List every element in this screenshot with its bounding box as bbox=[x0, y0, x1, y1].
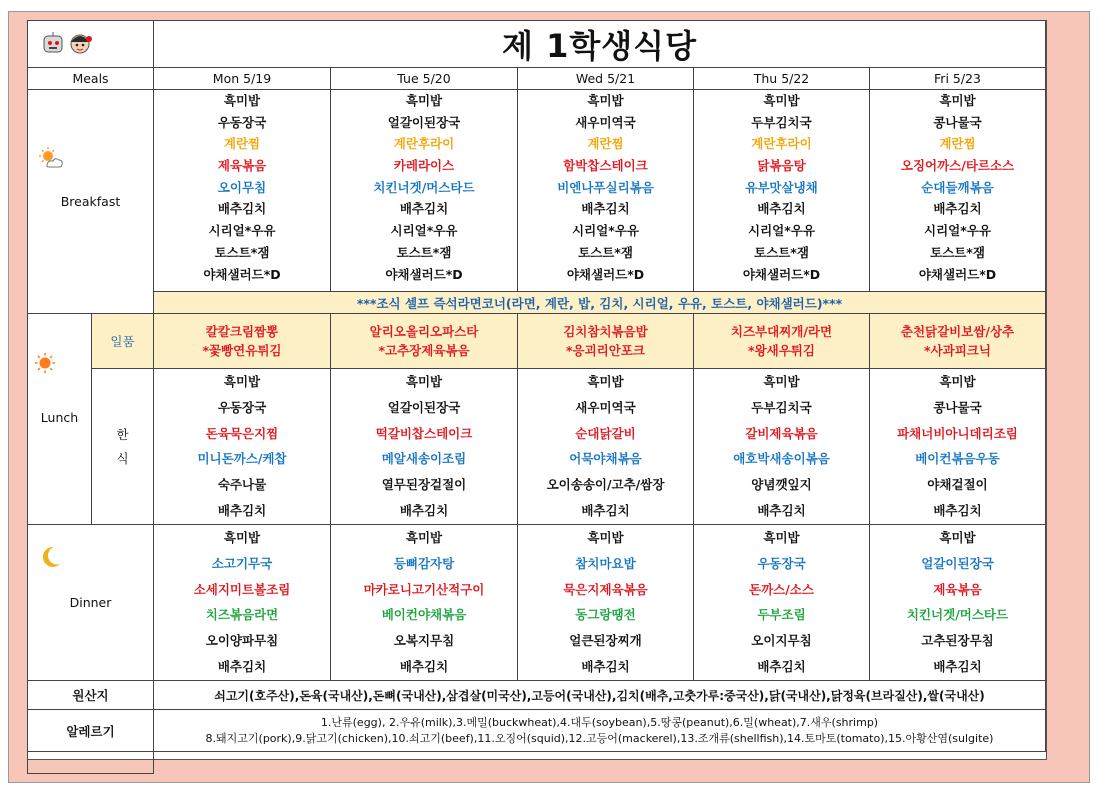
breakfast-label: Breakfast bbox=[60, 194, 121, 209]
logo-cell bbox=[28, 21, 154, 68]
menu-item: 카레라이스 bbox=[393, 158, 455, 174]
ilpum-day-cell bbox=[154, 314, 331, 369]
mascot-logo-icon bbox=[40, 30, 100, 58]
menu-item: 흑미밥 bbox=[223, 374, 261, 389]
menu-item: 오이양파무침 bbox=[205, 633, 279, 649]
menu-item: 우동장국 bbox=[217, 114, 267, 130]
menu-item: 유부맛살냉채 bbox=[745, 179, 818, 195]
blank-footer-cell bbox=[28, 752, 154, 774]
menu-item: 두부조림 bbox=[757, 607, 806, 623]
dinner-label: Dinner bbox=[69, 595, 112, 610]
lunch-label: Lunch bbox=[40, 410, 79, 425]
menu-item: 얼갈이된장국 bbox=[387, 114, 461, 130]
breakfast-day-cell bbox=[870, 90, 1046, 292]
page-title: 제 1학생식당 bbox=[154, 21, 1046, 68]
lunch-day-cell bbox=[331, 369, 518, 525]
menu-item: 토스트*잼 bbox=[578, 244, 633, 260]
ilpum-item: 알리오올리오파스타 bbox=[369, 324, 479, 339]
menu-item: 치킨너겟/머스타드 bbox=[906, 607, 1009, 623]
day-header-fri: Fri 5/23 bbox=[870, 68, 1046, 90]
menu-item: 배추김치 bbox=[757, 658, 806, 674]
menu-item: 콩나물국 bbox=[933, 399, 982, 415]
breakfast-label-cell bbox=[28, 90, 154, 314]
menu-item: 어묵야채볶음 bbox=[569, 451, 642, 467]
day-header-thu: Thu 5/22 bbox=[694, 68, 870, 90]
menu-item: 야채샐러드*D bbox=[742, 266, 821, 282]
menu-item: 흑미밥 bbox=[939, 374, 976, 389]
menu-item: 흑미밥 bbox=[763, 530, 800, 545]
dinner-label-cell bbox=[28, 525, 154, 681]
menu-item: 돈육묵은지찜 bbox=[205, 425, 279, 441]
menu-item: 숙주나물 bbox=[217, 477, 267, 493]
menu-item: 순대들깨볶음 bbox=[921, 179, 994, 195]
allergy-label: 알레르기 bbox=[28, 710, 154, 752]
dinner-day-cell bbox=[154, 525, 331, 681]
menu-item: 야채샐러드*D bbox=[918, 266, 997, 282]
menu-item: 제육볶음 bbox=[933, 581, 982, 597]
day-header-mon: Mon 5/19 bbox=[154, 68, 331, 90]
allergy-line-1: 1.난류(egg), 2.우유(milk),3.메밀(buckwheat),4.대두(soybean),5.땅콩(peanut),6.밀(wheat),7.새우(shrimp) bbox=[320, 715, 879, 729]
menu-item: 얼갈이된장국 bbox=[921, 555, 994, 571]
breakfast-notice: ***조식 셀프 즉석라면코너(라면, 계란, 밥, 김치, 시리얼, 우유, 토스트, 야채샐러드)*** bbox=[154, 292, 1046, 314]
ilpum-day-cell bbox=[694, 314, 870, 369]
menu-item: 배추김치 bbox=[217, 658, 267, 674]
menu-item: 참치마요밥 bbox=[575, 555, 636, 571]
dinner-day-cell bbox=[518, 525, 694, 681]
menu-item: 얼갈이된장국 bbox=[387, 399, 461, 415]
menu-item: 토스트*잼 bbox=[396, 244, 452, 260]
menu-item: 두부김치국 bbox=[751, 114, 812, 130]
hansik-label-1: 한 bbox=[116, 426, 129, 442]
menu-item: 계란찜 bbox=[587, 136, 624, 152]
menu-item: 우동장국 bbox=[217, 399, 267, 415]
menu-item: 흑미밥 bbox=[587, 530, 624, 545]
menu-item: 소세지미트볼조림 bbox=[193, 581, 291, 597]
menu-item: 시리얼*우유 bbox=[208, 223, 276, 239]
hansik-label bbox=[92, 369, 154, 525]
menu-item: 묵은지제육볶음 bbox=[563, 581, 648, 597]
menu-item: 배추김치 bbox=[581, 502, 630, 518]
menu-item: 시리얼*우유 bbox=[390, 223, 458, 239]
menu-item: 토스트*잼 bbox=[214, 244, 270, 260]
menu-item: 배추김치 bbox=[399, 658, 449, 674]
menu-item: 제육볶음 bbox=[217, 158, 267, 174]
menu-item: 두부김치국 bbox=[751, 399, 812, 415]
menu-item: 메알새송이조림 bbox=[381, 451, 467, 467]
menu-item: 오복지무침 bbox=[393, 633, 455, 649]
menu-item: 배추김치 bbox=[217, 502, 267, 518]
ilpum-item: *꽃빵연유튀김 bbox=[202, 343, 282, 358]
menu-item: 순대닭갈비 bbox=[575, 425, 636, 441]
menu-item: 베이컨볶음우동 bbox=[915, 451, 1000, 467]
sun-cloud-icon bbox=[38, 146, 64, 173]
dinner-day-cell bbox=[331, 525, 518, 681]
menu-item: 오이무침 bbox=[217, 179, 267, 195]
ilpum-item: 치즈부대찌개/라면 bbox=[730, 324, 833, 339]
dinner-day-cell bbox=[870, 525, 1046, 681]
allergy-line-2: 8.돼지고기(pork),9.닭고기(chicken),10.쇠고기(beef),11.오징어(squid),12.고등어(mackerel),13.조개류(shellfish),14.토마토(tomato),15.아황산염(sulgite) bbox=[205, 731, 994, 745]
menu-item: 베이컨야채볶음 bbox=[381, 607, 467, 623]
moon-icon bbox=[40, 545, 62, 572]
menu-item: 비엔나푸실리볶음 bbox=[557, 179, 654, 195]
menu-item: 야채겉절이 bbox=[927, 477, 988, 493]
ilpum-item: 김치참치볶음밥 bbox=[563, 324, 648, 339]
menu-item: 소고기무국 bbox=[211, 555, 273, 571]
menu-item: 파채너비아니데리조림 bbox=[897, 425, 1018, 441]
menu-item: 야채샐러드*D bbox=[203, 266, 281, 282]
menu-item: 등뼈감자탕 bbox=[393, 555, 455, 571]
meals-header: Meals bbox=[28, 68, 154, 90]
menu-item: 양념깻잎지 bbox=[751, 477, 812, 493]
menu-item: 시리얼*우유 bbox=[572, 223, 639, 239]
ilpum-item: 춘천닭갈비보쌈/상추 bbox=[900, 324, 1015, 339]
menu-item: 흑미밥 bbox=[223, 93, 261, 108]
breakfast-day-cell bbox=[331, 90, 518, 292]
menu-item: 마카로니고기산적구이 bbox=[363, 581, 485, 597]
menu-item: 치즈볶음라면 bbox=[205, 607, 279, 623]
menu-item: 새우미역국 bbox=[575, 114, 636, 130]
menu-item: 얼큰된장찌개 bbox=[569, 633, 642, 649]
breakfast-day-cell bbox=[154, 90, 331, 292]
menu-item: 배추김치 bbox=[933, 201, 982, 217]
origin-text: 쇠고기(호주산),돈육(국내산),돈뼈(국내산),삼겹살(미국산),고등어(국내산),김치(배추,고춧가루:중국산),닭(국내산),닭정육(브라질산),쌀(국내산) bbox=[154, 681, 1046, 710]
menu-item: 애호박새송이볶음 bbox=[733, 451, 830, 467]
menu-item: 계란찜 bbox=[223, 136, 261, 152]
menu-item: 배추김치 bbox=[581, 201, 630, 217]
day-header-tue: Tue 5/20 bbox=[331, 68, 518, 90]
ilpum-label: 일품 bbox=[92, 314, 154, 369]
lunch-label-cell bbox=[28, 314, 92, 525]
menu-item: 콩나물국 bbox=[933, 114, 982, 130]
menu-item: 치킨너겟/머스타드 bbox=[373, 179, 475, 195]
allergy-text bbox=[154, 710, 1046, 752]
lunch-day-cell bbox=[870, 369, 1046, 525]
menu-item: 함박찹스테이크 bbox=[563, 158, 648, 174]
hansik-label-2: 식 bbox=[116, 450, 129, 466]
dinner-day-cell bbox=[694, 525, 870, 681]
menu-item: 흑미밥 bbox=[763, 374, 800, 389]
lunch-day-cell bbox=[518, 369, 694, 525]
menu-item: 흑미밥 bbox=[587, 93, 624, 108]
ilpum-day-cell bbox=[518, 314, 694, 369]
menu-item: 흑미밥 bbox=[763, 93, 800, 108]
menu-item: 야채샐러드*D bbox=[385, 266, 463, 282]
menu-item: 야채샐러드*D bbox=[566, 266, 645, 282]
menu-item: 떡갈비찹스테이크 bbox=[375, 425, 473, 441]
menu-item: 흑미밥 bbox=[405, 530, 443, 545]
menu-item: 동그랑땡전 bbox=[575, 607, 636, 623]
ilpum-day-cell bbox=[870, 314, 1046, 369]
menu-item: 오이송송이/고추/쌈장 bbox=[546, 477, 665, 493]
breakfast-day-cell bbox=[518, 90, 694, 292]
menu-item: 고추된장무침 bbox=[921, 633, 994, 649]
menu-item: 배추김치 bbox=[217, 201, 267, 217]
ilpum-item: *응괴리안포크 bbox=[566, 343, 645, 358]
menu-item: 흑미밥 bbox=[587, 374, 624, 389]
menu-item: 오이지무침 bbox=[751, 633, 812, 649]
menu-item: 배추김치 bbox=[399, 201, 449, 217]
menu-item: 돈까스/소스 bbox=[749, 581, 814, 597]
menu-item: 계란후라이 bbox=[393, 136, 455, 152]
ilpum-day-cell bbox=[331, 314, 518, 369]
weekly-menu-table bbox=[27, 20, 1046, 774]
menu-item: 시리얼*우유 bbox=[748, 223, 815, 239]
menu-item: 배추김치 bbox=[933, 658, 982, 674]
ilpum-item: *고추장제육볶음 bbox=[378, 343, 470, 358]
sun-icon bbox=[34, 352, 56, 377]
menu-item: 열무된장겉절이 bbox=[381, 477, 467, 493]
lunch-day-cell bbox=[154, 369, 331, 525]
menu-item: 오징어까스/타르소스 bbox=[900, 158, 1015, 174]
ilpum-item: *사과피크닉 bbox=[924, 343, 991, 358]
menu-item: 흑미밥 bbox=[939, 530, 976, 545]
menu-item: 배추김치 bbox=[757, 502, 806, 518]
menu-item: 닭볶음탕 bbox=[757, 158, 806, 174]
menu-item: 배추김치 bbox=[399, 502, 449, 518]
day-header-wed: Wed 5/21 bbox=[518, 68, 694, 90]
lunch-day-cell bbox=[694, 369, 870, 525]
menu-item: 배추김치 bbox=[933, 502, 982, 518]
menu-item: 미니돈까스/케찹 bbox=[197, 451, 287, 467]
menu-item: 토스트*잼 bbox=[754, 244, 809, 260]
menu-item: 새우미역국 bbox=[575, 399, 636, 415]
breakfast-day-cell bbox=[694, 90, 870, 292]
menu-item: 배추김치 bbox=[581, 658, 630, 674]
menu-item: 흑미밥 bbox=[405, 374, 443, 389]
menu-item: 흑미밥 bbox=[939, 93, 976, 108]
menu-item: 계란후라이 bbox=[751, 136, 812, 152]
menu-item: 토스트*잼 bbox=[930, 244, 985, 260]
ilpum-item: *왕새우튀김 bbox=[748, 343, 815, 358]
menu-item: 배추김치 bbox=[757, 201, 806, 217]
menu-item: 시리얼*우유 bbox=[924, 223, 991, 239]
menu-item: 흑미밥 bbox=[405, 93, 443, 108]
menu-item: 흑미밥 bbox=[223, 530, 261, 545]
menu-item: 갈비제육볶음 bbox=[745, 425, 818, 441]
ilpum-item: 칼칼크림짬뽕 bbox=[205, 324, 279, 339]
menu-item: 계란찜 bbox=[939, 136, 976, 152]
origin-label: 원산지 bbox=[28, 681, 154, 710]
blank-footer-space bbox=[154, 752, 1046, 774]
menu-item: 우동장국 bbox=[757, 555, 806, 571]
